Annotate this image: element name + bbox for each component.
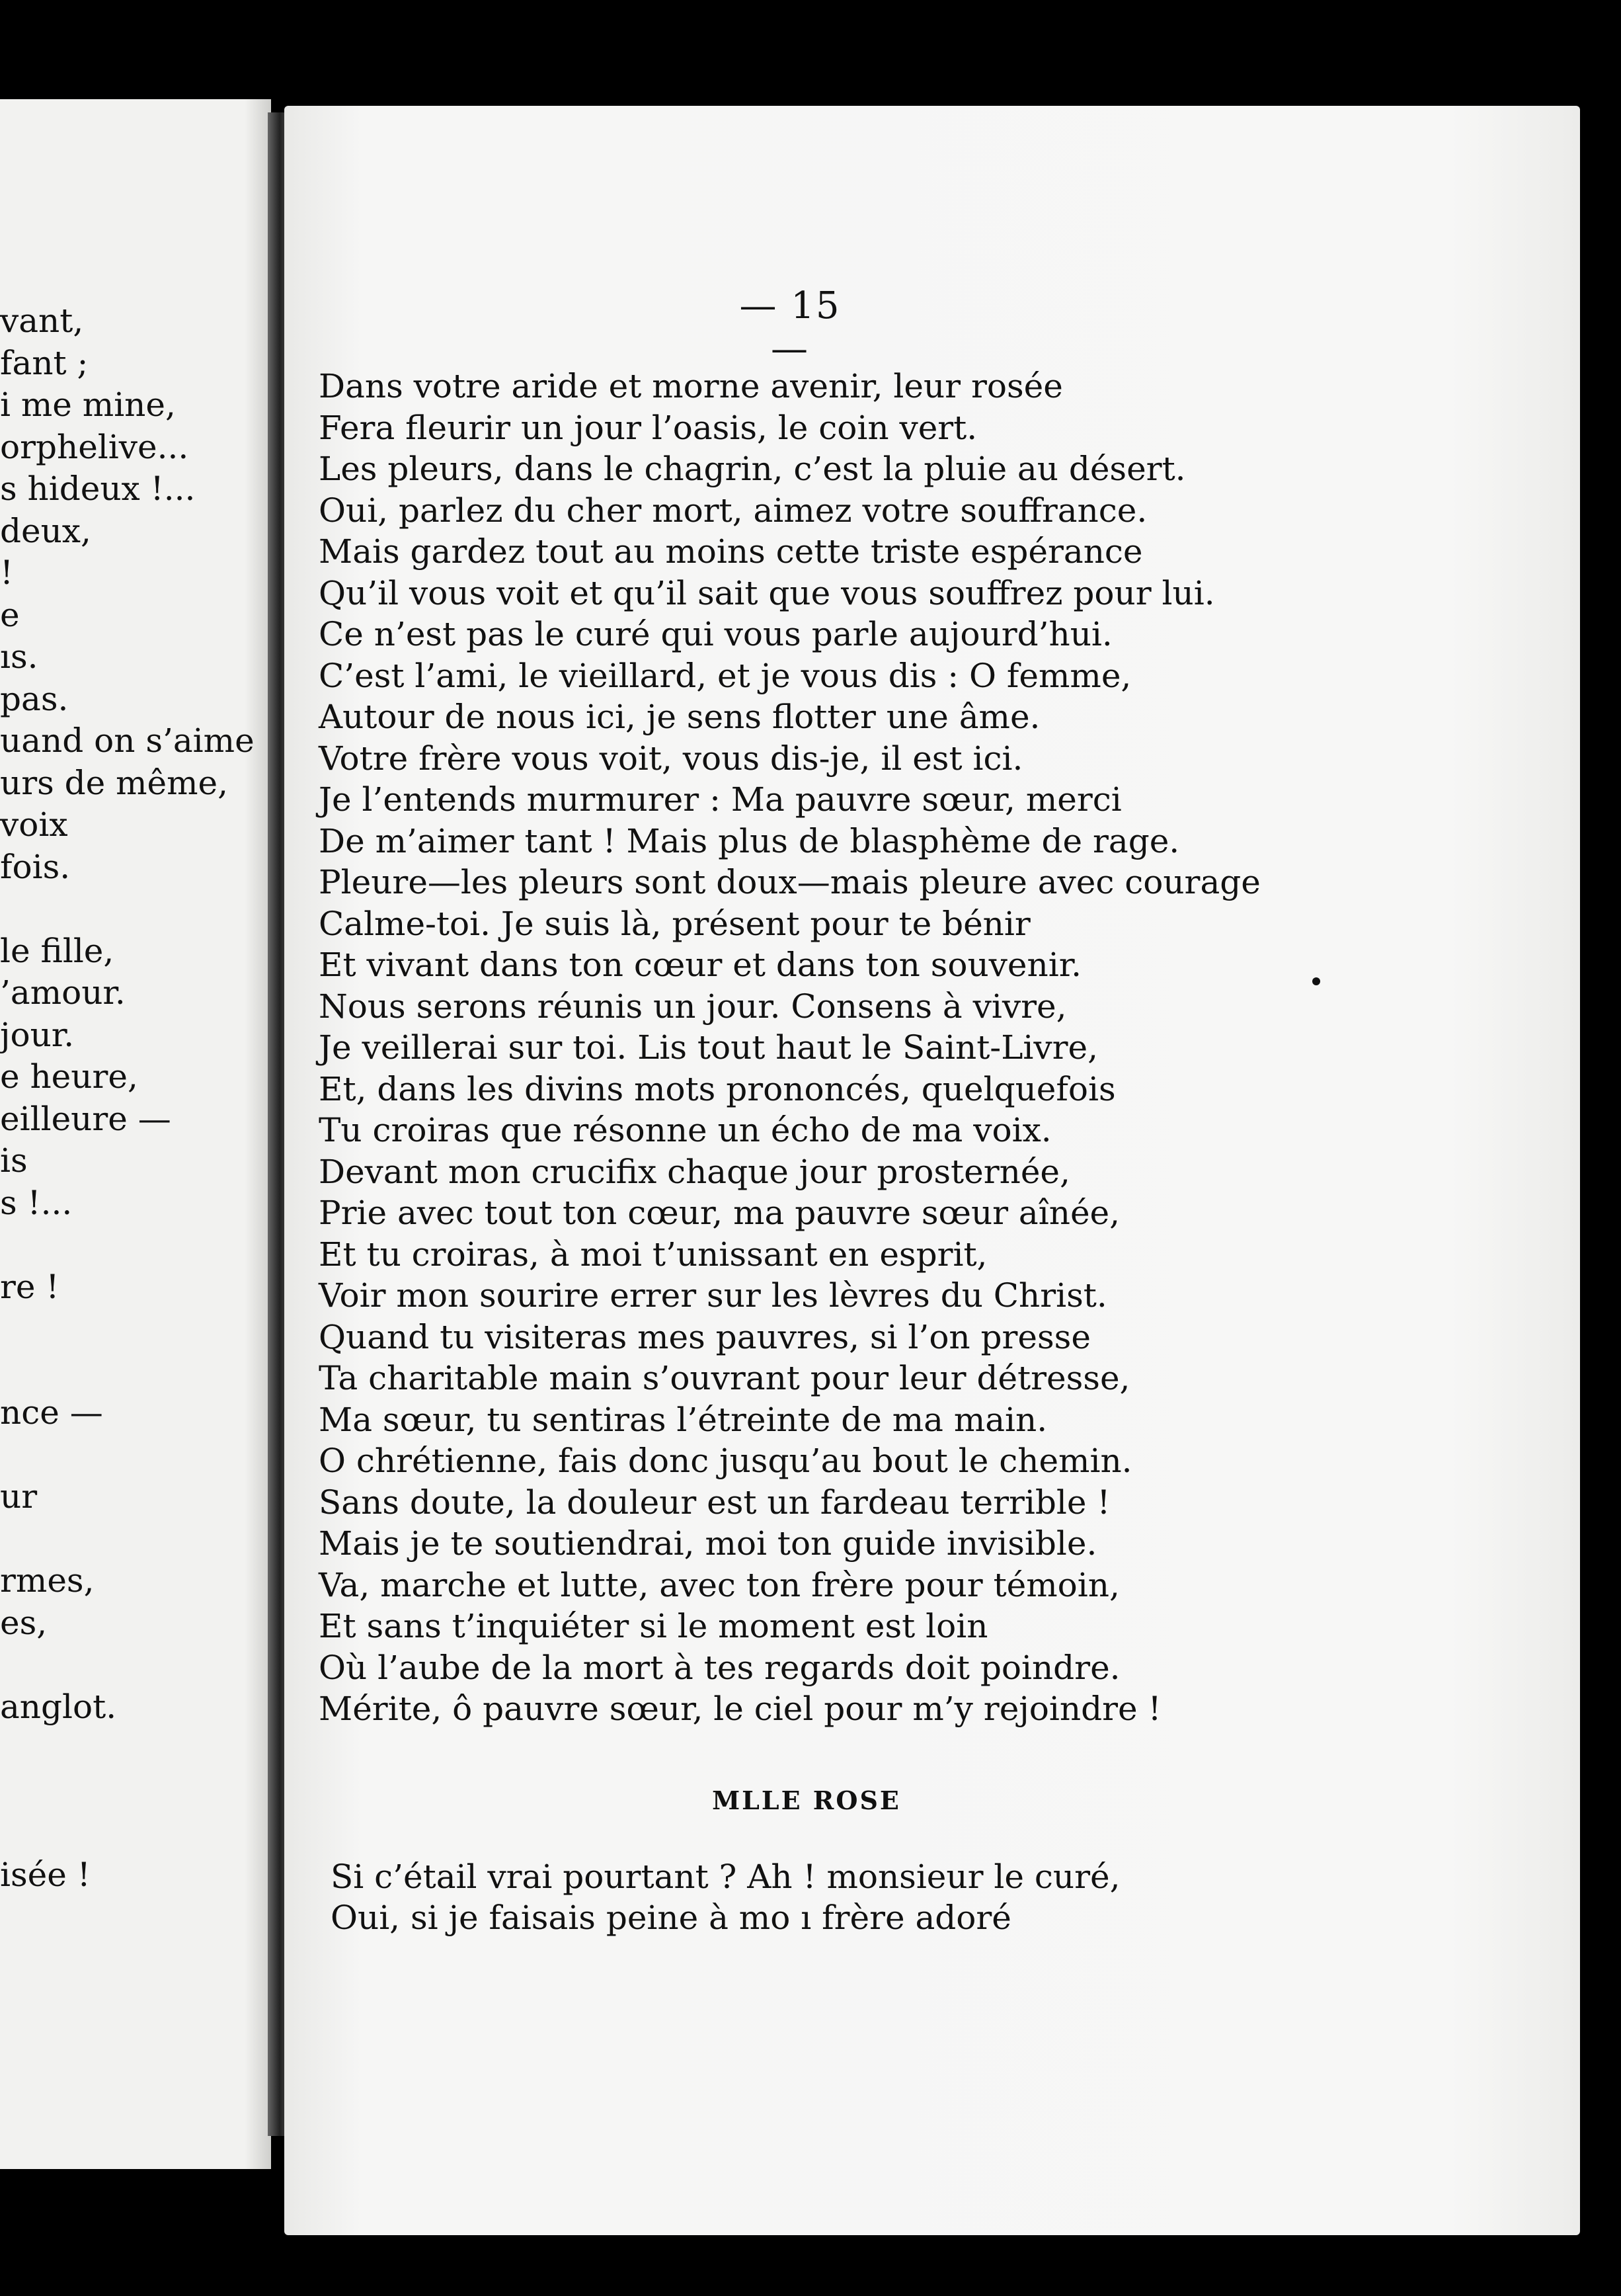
speaker-name: MLLE ROSE (712, 1785, 901, 1815)
left-page-line: ! (0, 554, 14, 592)
page-number: — 15 — (739, 284, 841, 370)
left-page-line: fois. (0, 847, 71, 886)
verse-line: Autour de nous ici, je sens flotter une âme. (319, 698, 1041, 736)
verse-line: Et vivant dans ton cœur et dans ton souvenir. (319, 946, 1082, 984)
verse-line: Devant mon crucifix chaque jour prosternée, (319, 1152, 1070, 1191)
left-page-line: s hideux !... (0, 470, 196, 508)
verse-line: Calme-toi. Je suis là, présent pour te bénir (319, 904, 1031, 943)
left-page-line: nce — (0, 1393, 103, 1432)
left-page-line: orphelive... (0, 427, 189, 466)
reply-line: Si c’étail vrai pourtant ? Ah ! monsieur le curé, (331, 1858, 1121, 1896)
verse-line: Ce n’est pas le curé qui vous parle aujourd’hui. (319, 615, 1113, 653)
verse-line: Va, marche et lutte, avec ton frère pour témoin, (319, 1565, 1120, 1604)
verse-line: Je veillerai sur toi. Lis tout haut le Saint-Livre, (319, 1028, 1099, 1067)
left-page-shadow (245, 99, 271, 2169)
left-page-line: eilleure — (0, 1099, 171, 1138)
verse-line: Mais gardez tout au moins cette triste espérance (319, 532, 1143, 571)
left-page-line: ’amour. (0, 973, 126, 1012)
left-page-line: s !... (0, 1183, 73, 1222)
verse-line: Nous serons réunis un jour. Consens à vivre, (319, 987, 1067, 1026)
left-page-line: i me mine, (0, 386, 176, 424)
verse-line: Tu croiras que résonne un écho de ma voix. (319, 1111, 1052, 1149)
left-page-line: ur (0, 1477, 38, 1516)
verse-line: O chrétienne, fais donc jusqu’au bout le chemin. (319, 1442, 1132, 1480)
verse-line: Votre frère vous voit, vous dis-je, il est ici. (319, 739, 1023, 778)
reply-line: Oui, si je faisais peine à mo ı frère adoré (331, 1899, 1011, 1937)
verse-line: Prie avec tout ton cœur, ma pauvre sœur aînée, (319, 1194, 1121, 1232)
verse-line: Mais je te soutiendrai, moi ton guide invisible. (319, 1524, 1097, 1563)
verse-line: Je l’entends murmurer : Ma pauvre sœur, merci (319, 780, 1122, 819)
verse-line: De m’aimer tant ! Mais plus de blasphème de rage. (319, 821, 1180, 860)
left-page-line: voix (0, 805, 68, 844)
left-page (0, 99, 271, 2169)
verse-line: Dans votre aride et morne avenir, leur rosée (319, 367, 1063, 405)
left-page-line: rmes, (0, 1561, 95, 1600)
left-page-line: is (0, 1141, 28, 1180)
verse-line: Mérite, ô pauvre sœur, le ciel pour m’y rejoindre ! (319, 1690, 1162, 1728)
left-page-line: anglot. (0, 1687, 117, 1726)
verse-line: Ta charitable main s’ouvrant pour leur détresse, (319, 1359, 1130, 1397)
left-page-line: e (0, 595, 20, 634)
left-page-line: fant ; (0, 343, 89, 382)
left-page-line: vant, (0, 302, 84, 340)
left-page-line: e heure, (0, 1057, 138, 1096)
verse-line: Et, dans les divins mots prononcés, quelquefois (319, 1069, 1116, 1108)
left-page-line: re ! (0, 1267, 59, 1306)
verse-line: C’est l’ami, le vieillard, et je vous dis : O femme, (319, 656, 1132, 695)
ink-dot (1312, 977, 1320, 985)
verse-line: Quand tu visiteras mes pauvres, si l’on presse (319, 1317, 1091, 1356)
left-page-line: le fille, (0, 931, 114, 970)
verse-line: Oui, parlez du cher mort, aimez votre souffrance. (319, 491, 1148, 530)
left-page-line: deux, (0, 511, 91, 550)
left-page-line: urs de même, (0, 763, 229, 802)
left-page-line: jour. (0, 1015, 75, 1054)
left-page-line: isée ! (0, 1855, 91, 1894)
verse-line: Qu’il vous voit et qu’il sait que vous souffrez pour lui. (319, 573, 1215, 612)
verse-line: Pleure—les pleurs sont doux—mais pleure avec courage (319, 863, 1261, 901)
left-page-line: uand on s’aime (0, 721, 255, 760)
verse-line: Les pleurs, dans le chagrin, c’est la pluie au désert. (319, 450, 1186, 488)
verse-line: Ma sœur, tu sentiras l’étreinte de ma main. (319, 1400, 1048, 1439)
verse-line: Où l’aube de la mort à tes regards doit poindre. (319, 1648, 1121, 1687)
verse-line: Fera fleurir un jour l’oasis, le coin vert. (319, 408, 978, 447)
verse-line: Voir mon sourire errer sur les lèvres du Christ. (319, 1276, 1107, 1315)
verse-line: Et sans t’inquiéter si le moment est loin (319, 1607, 988, 1645)
left-page-line: pas. (0, 679, 69, 718)
verse-line: Sans doute, la douleur est un fardeau terrible ! (319, 1483, 1111, 1522)
left-page-line: es, (0, 1603, 48, 1642)
left-page-line: ıs. (0, 637, 38, 676)
verse-line: Et tu croiras, à moi t’unissant en esprit, (319, 1235, 988, 1274)
